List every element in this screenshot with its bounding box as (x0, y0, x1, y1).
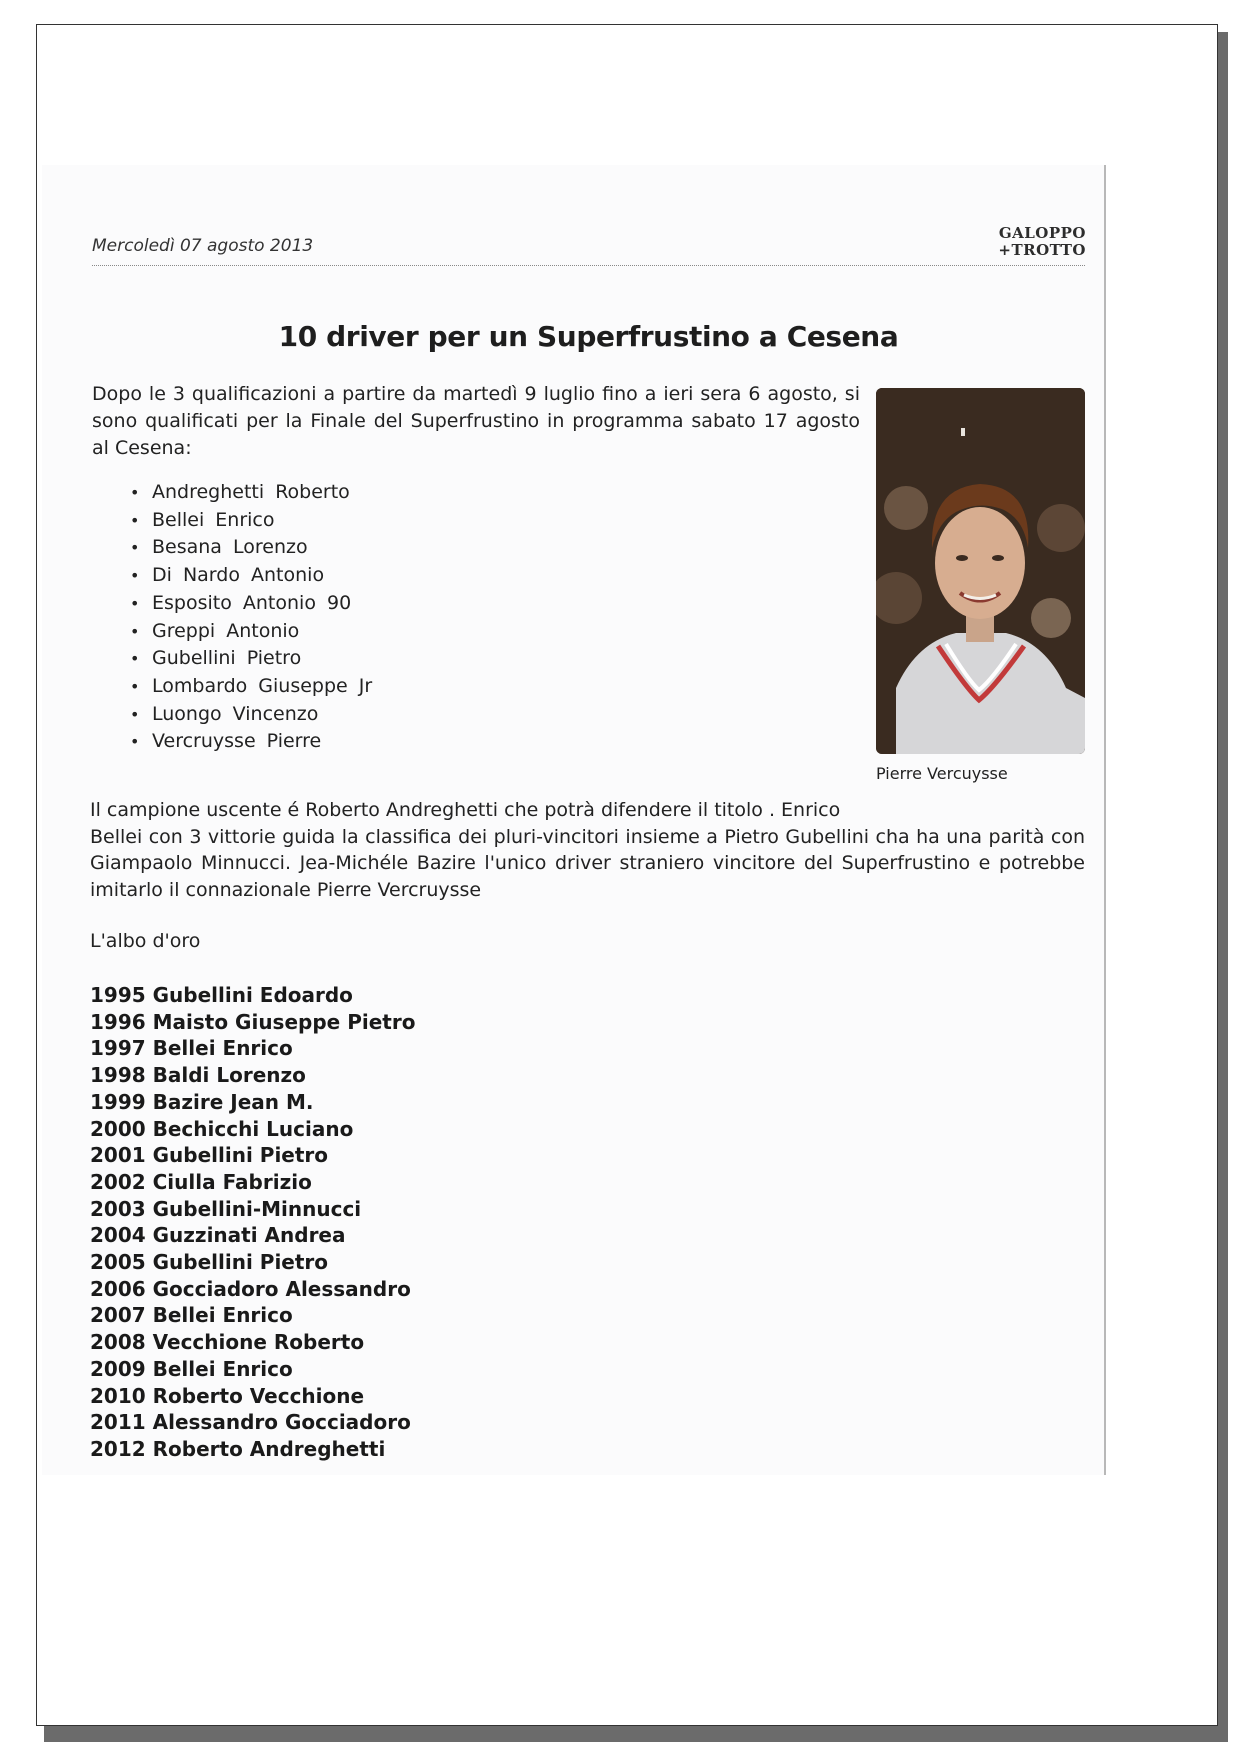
list-item: 2008 Vecchione Roberto (90, 1330, 365, 1355)
list-item: • Andreghetti Roberto (130, 479, 372, 507)
list-item: • Besana Lorenzo (130, 534, 372, 562)
list-item: • Vercruysse Pierre (130, 728, 372, 756)
qualified-drivers-list (130, 479, 372, 756)
list-item: • Esposito Antonio 90 (130, 590, 372, 618)
list-item: 2004 Guzzinati Andrea (90, 1223, 346, 1248)
list-item: • Greppi Antonio (130, 618, 372, 646)
list-item: 1997 Bellei Enrico (90, 1036, 293, 1061)
list-item: 2010 Roberto Vecchione (90, 1383, 365, 1408)
photo-caption: Pierre Vercuysse (876, 764, 1008, 783)
paragraph-line: Il campione uscente é Roberto Andreghetti che potrà difendere il titolo . Enrico (90, 799, 841, 821)
newspaper-logo (990, 225, 1086, 259)
publication-date: Mercoledì 07 agosto 2013 (92, 236, 314, 256)
list-item: 1996 Maisto Giuseppe Pietro (90, 1009, 416, 1034)
list-item: 2001 Gubellini Pietro (90, 1143, 329, 1168)
list-item: • Gubellini Pietro (130, 645, 372, 673)
list-item: 2007 Bellei Enrico (90, 1303, 293, 1328)
list-item: • Bellei Enrico (130, 507, 372, 535)
logo-line-2: +TROTTO (998, 241, 1086, 259)
logo-line-1: GALOPPO (998, 224, 1086, 242)
list-item: • Di Nardo Antonio (130, 562, 372, 590)
driver-photo (876, 388, 1085, 754)
list-item: 2006 Gocciadoro Alessandro (90, 1276, 411, 1301)
list-item: 2002 Ciulla Fabrizio (90, 1169, 312, 1194)
list-item: • Luongo Vincenzo (130, 701, 372, 729)
list-item: • Lombardo Giuseppe Jr (130, 673, 372, 701)
list-item: 1999 Bazire Jean M. (90, 1089, 314, 1114)
list-item: 2012 Roberto Andreghetti (90, 1436, 386, 1461)
header-divider (92, 265, 1085, 266)
article-intro: Dopo le 3 qualificazioni a partire da martedì 9 luglio fino a ieri sera 6 agosto, si sono qualificati per la Finale del Superfrustino in programma sabato 17 agosto al Cesena: (92, 383, 860, 459)
paragraph-text: Bellei con 3 vittorie guida la classifica dei pluri-vincitori insieme a Pietro Gubellini cha ha una parità con Giampaolo Minnucci. Jea-Michéle Bazire l'unico driver straniero vincitore del Superfrustino e potrebbe imitarlo il connazionale Pierre Vercruysse (90, 825, 1085, 902)
list-item: 2005 Gubellini Pietro (90, 1250, 329, 1275)
article-paragraph (90, 797, 1085, 904)
list-item: 1998 Baldi Lorenzo (90, 1063, 306, 1088)
list-item: 2000 Bechicchi Luciano (90, 1116, 354, 1141)
list-item: 2009 Bellei Enrico (90, 1356, 293, 1381)
list-item: 2003 Gubellini-Minnucci (90, 1196, 362, 1221)
list-item: 2011 Alessandro Gocciadoro (90, 1410, 411, 1435)
albo-doro-heading: L'albo d'oro (90, 930, 201, 952)
list-item: 1995 Gubellini Edoardo (90, 983, 353, 1007)
winners-list (90, 982, 415, 1463)
article-title: 10 driver per un Superfrustino a Cesena (278, 320, 899, 353)
